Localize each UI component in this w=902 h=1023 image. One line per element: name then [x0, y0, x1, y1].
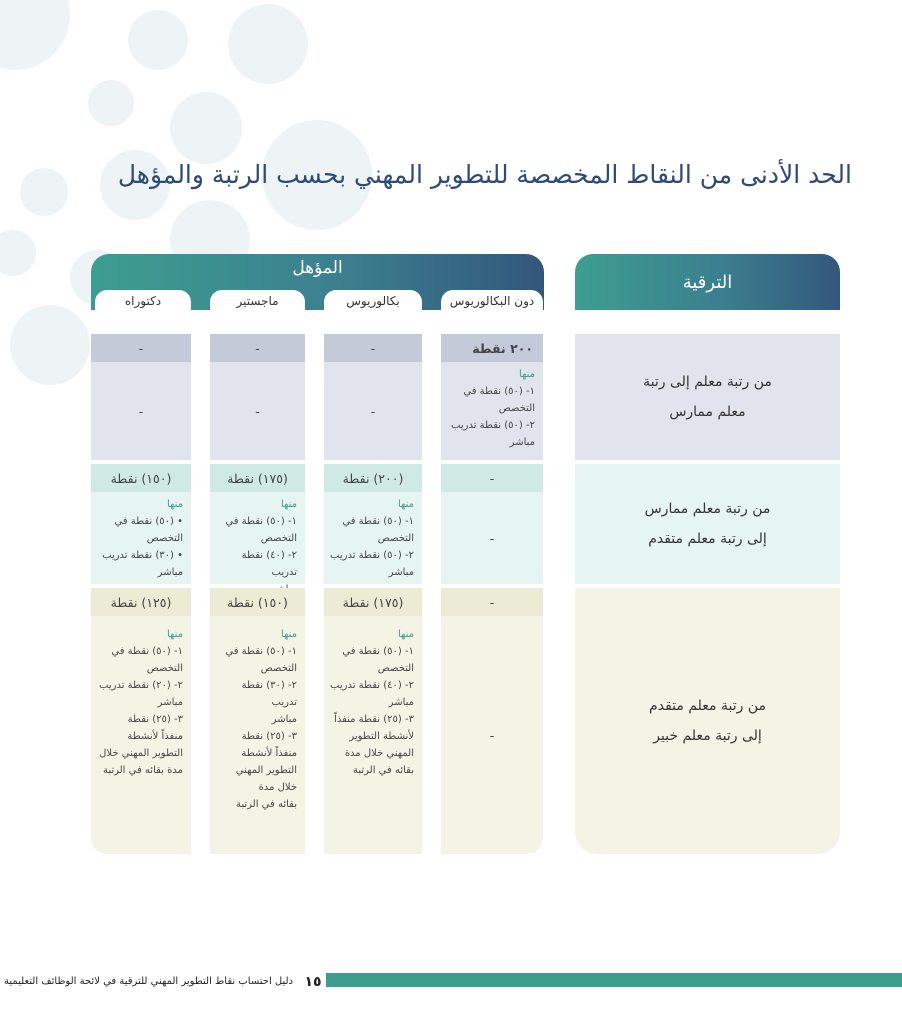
- row1-detail-doctorate: -: [91, 362, 191, 460]
- row3-total-master: (١٥٠) نقطة: [210, 588, 305, 616]
- column-header-doctorate: دكتوراه: [95, 290, 191, 312]
- row2-detail-doctorate: منها • (٥٠) نقطة في التخصص • (٣٠) نقطة تدريب مباشر: [91, 492, 191, 584]
- row3-detail-doctorate: منها ١- (٥٠) نقطة في التخصص ٢- (٢٠) نقطة تدريب مباشر ٣- (٢٥) نقطة منفذاً لأنشطة التطوير المهني خلال مدة بقائه في الرتبة: [91, 616, 191, 854]
- promotion-header: [575, 254, 840, 310]
- footer-bar: [326, 973, 902, 987]
- column-header-bachelor: بكالوريوس: [324, 290, 422, 312]
- promotion-header-label: الترقية: [682, 271, 733, 293]
- row3-detail-below-bachelor: -: [441, 616, 543, 854]
- row3-total-doctorate: (١٢٥) نقطة: [91, 588, 191, 616]
- row3-total-bachelor: (١٧٥) نقطة: [324, 588, 422, 616]
- row2-detail-master: منها ١- (٥٠) نقطة في التخصص ٢- (٤٠) نقطة تدريب: [210, 492, 305, 584]
- row1-total-master: -: [210, 334, 305, 362]
- qualification-header-label: المؤهل: [292, 258, 343, 278]
- footer-page-number: ١٥: [304, 974, 322, 990]
- row1-detail-below-bachelor: منها ١- (٥٠) نقطة في التخصص ٢- (٥٠) نقطة تدريب مباشر: [441, 362, 543, 460]
- page-title: الحد الأدنى من النقاط المخصصة للتطوير المهني بحسب الرتبة والمؤهل: [117, 160, 852, 189]
- row1-total-below-bachelor: ٢٠٠ نقطة: [441, 334, 543, 362]
- row-label-advanced: من رتبة معلم ممارس إلى رتبة معلم متقدم: [575, 464, 840, 584]
- row2-detail-below-bachelor: -: [441, 492, 543, 584]
- row2-total-doctorate: (١٥٠) نقطة: [91, 464, 191, 492]
- row2-total-below-bachelor: -: [441, 464, 543, 492]
- row-label-practitioner: من رتبة معلم إلى رتبة معلم ممارس: [575, 334, 840, 460]
- column-header-master: ماجستير: [210, 290, 305, 312]
- row2-detail-bachelor: منها ١- (٥٠) نقطة في التخصص ٢- (٥٠) نقطة تدريب مباشر: [324, 492, 422, 584]
- row-label-expert: من رتبة معلم متقدم إلى رتبة معلم خبير: [575, 588, 840, 854]
- column-header-below-bachelor: دون البكالوريوس: [441, 290, 543, 312]
- row3-detail-master: منها ١- (٥٠) نقطة في التخصص ٢- (٣٠) نقطة تدريب مباشر ٣- (٢٥) نقطة منفذاً لأنشطة التطوير المهني خلال مدة بقائه في الرتبة: [210, 616, 305, 854]
- row3-total-below-bachelor: -: [441, 588, 543, 616]
- row1-total-bachelor: -: [324, 334, 422, 362]
- footer-text: دليل احتساب نقاط التطوير المهني للترقية في لائحة الوظائف التعليمية: [3, 976, 293, 987]
- row1-detail-bachelor: -: [324, 362, 422, 460]
- row2-total-bachelor: (٢٠٠) نقطة: [324, 464, 422, 492]
- row1-detail-master: -: [210, 362, 305, 460]
- row3-detail-bachelor: منها ١- (٥٠) نقطة في التخصص ٢- (٤٠) نقطة تدريب مباشر ٣- (٢٥) نقطة منفذاً لأنشطة التطوير المهني خلال مدة بقائه في الرتبة: [324, 616, 422, 854]
- row2-total-master: (١٧٥) نقطة: [210, 464, 305, 492]
- row1-total-doctorate: -: [91, 334, 191, 362]
